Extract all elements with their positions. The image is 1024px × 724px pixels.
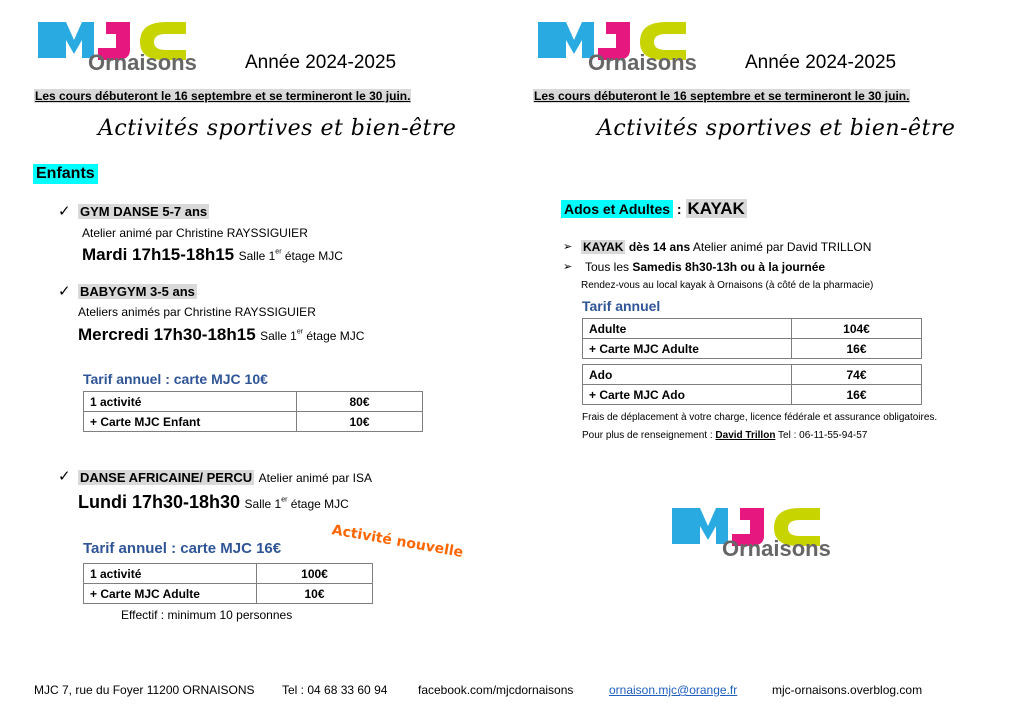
activity-title: GYM DANSE 5-7 ans: [80, 204, 208, 219]
mjc-logo: [536, 14, 716, 74]
table-cell-value: 104€: [792, 319, 922, 339]
table-cell-value: 100€: [257, 564, 373, 584]
activity-title: DANSE AFRICAINE/ PERCU: [80, 470, 253, 485]
table-cell-value: 10€: [257, 584, 373, 604]
table-row: [583, 365, 922, 385]
room-suffix: étage MJC: [303, 329, 365, 343]
section-enfants: Enfants: [33, 164, 98, 184]
table-cell-label: + Carte MJC Adulte: [84, 584, 257, 604]
footer-phone: Tel : 04 68 33 60 94: [282, 683, 388, 697]
kayak-age: dès 14 ans: [628, 240, 691, 254]
room-sup: er: [281, 496, 288, 504]
arrow-bullet-icon: ➢: [563, 241, 573, 253]
tarif-title: Tarif annuel: [582, 298, 661, 314]
section-separator: :: [673, 201, 686, 217]
check-icon: ✓: [58, 203, 71, 220]
contact-info: [582, 430, 867, 441]
table-row: [583, 319, 922, 339]
activity-schedule-row: [82, 245, 343, 265]
table-row: [84, 564, 373, 584]
table-cell-value: 10€: [297, 412, 423, 432]
school-year: Année 2024-2025: [745, 52, 897, 73]
kayak-schedule: [585, 260, 825, 274]
tarif-table-danse: [83, 563, 373, 604]
schedule-prefix: Tous les: [585, 260, 633, 274]
arrow-bullet-icon: ➢: [563, 261, 573, 273]
contact-phone: Tel : 06-11-55-94-57: [775, 430, 868, 441]
table-cell-label: Ado: [583, 365, 792, 385]
mjc-logo: [36, 14, 216, 74]
check-icon: ✓: [58, 468, 71, 485]
table-row: [583, 339, 922, 359]
table-cell-label: + Carte MJC Enfant: [84, 412, 297, 432]
room-suffix: étage MJC: [281, 249, 343, 263]
section-header-row: [561, 199, 747, 219]
footer-email-link[interactable]: ornaison.mjc@orange.fr: [609, 683, 738, 697]
footer-address: MJC 7, rue du Foyer 11200 ORNAISONS: [34, 683, 255, 697]
footer-blog[interactable]: mjc-ornaisons.overblog.com: [772, 683, 923, 697]
course-dates-notice: Les cours débuteront le 16 septembre et se termineront le 30 juin.: [534, 89, 910, 103]
table-cell-value: 74€: [792, 365, 922, 385]
tarif-table-ado: [582, 364, 922, 405]
table-cell-value: 16€: [792, 339, 922, 359]
table-cell-label: + Carte MJC Adulte: [583, 339, 792, 359]
section-activity: KAYAK: [687, 199, 745, 218]
meeting-point: Rendez-vous au local kayak à Ornaisons (à côté de la pharmacie): [581, 280, 874, 291]
activity-schedule-row: [78, 492, 349, 513]
tarif-table-adulte: [582, 318, 922, 359]
table-cell-label: 1 activité: [84, 564, 257, 584]
activity-title: BABYGYM 3-5 ans: [80, 284, 195, 299]
table-cell-value: 16€: [792, 385, 922, 405]
activity-instructor: Atelier animé par ISA: [258, 471, 372, 485]
room-prefix: Salle 1: [244, 497, 282, 511]
school-year: Année 2024-2025: [245, 52, 397, 73]
svg-text:Ornaisons: Ornaisons: [722, 536, 831, 560]
kayak-label: KAYAK: [583, 240, 624, 254]
room-prefix: Salle 1: [238, 249, 276, 263]
activity-schedule: Mercredi 17h30-18h15: [78, 325, 256, 344]
footer-facebook[interactable]: facebook.com/mjcdornaisons: [418, 683, 574, 697]
activity-schedule: Mardi 17h15-18h15: [82, 245, 235, 264]
table-cell-label: 1 activité: [84, 392, 297, 412]
activity-title-row: [78, 469, 372, 487]
table-row: [583, 385, 922, 405]
contact-prefix: Pour plus de renseignement :: [582, 430, 716, 441]
activity-schedule-row: [78, 325, 364, 345]
room-prefix: Salle 1: [260, 329, 297, 343]
svg-text:Ornaisons: Ornaisons: [88, 50, 197, 74]
section-ados-adultes: Ados et Adultes: [561, 200, 673, 218]
table-row: [84, 412, 423, 432]
svg-text:Ornaisons: Ornaisons: [588, 50, 697, 74]
room-sup: er: [296, 328, 304, 336]
activity-instructor: Atelier animé par Christine RAYSSIGUIER: [82, 226, 308, 240]
schedule-times: Samedis 8h30-13h ou à la journée: [632, 260, 826, 274]
page-heading: Activités sportives et bien-être: [597, 116, 956, 141]
fees-notice: Frais de déplacement à votre charge, licence fédérale et assurance obligatoires.: [582, 412, 938, 423]
tarif-title: Tarif annuel : carte MJC 10€: [83, 371, 268, 387]
minimum-participants: Effectif : minimum 10 personnes: [121, 608, 293, 622]
page-heading: Activités sportives et bien-être: [98, 116, 457, 141]
room-sup: er: [275, 248, 282, 256]
new-activity-badge: Activité nouvelle: [330, 522, 465, 561]
table-row: [84, 584, 373, 604]
activity-schedule: Lundi 17h30-18h30: [78, 492, 241, 512]
activity-instructor: Ateliers animés par Christine RAYSSIGUIER: [78, 305, 316, 319]
tarif-title: Tarif annuel : carte MJC 16€: [83, 540, 282, 557]
kayak-instructor: Atelier animé par David TRILLON: [690, 240, 872, 254]
course-dates-notice: Les cours débuteront le 16 septembre et se termineront le 30 juin.: [35, 89, 411, 103]
contact-name: David Trillon: [715, 430, 776, 441]
table-cell-label: Adulte: [583, 319, 792, 339]
table-row: [84, 392, 423, 412]
table-cell-value: 80€: [297, 392, 423, 412]
table-cell-label: + Carte MJC Ado: [583, 385, 792, 405]
mjc-logo-large: [670, 500, 850, 560]
check-icon: ✓: [58, 283, 71, 300]
kayak-line: [581, 240, 871, 254]
room-suffix: étage MJC: [287, 497, 349, 511]
tarif-table-enfants: [83, 391, 423, 432]
